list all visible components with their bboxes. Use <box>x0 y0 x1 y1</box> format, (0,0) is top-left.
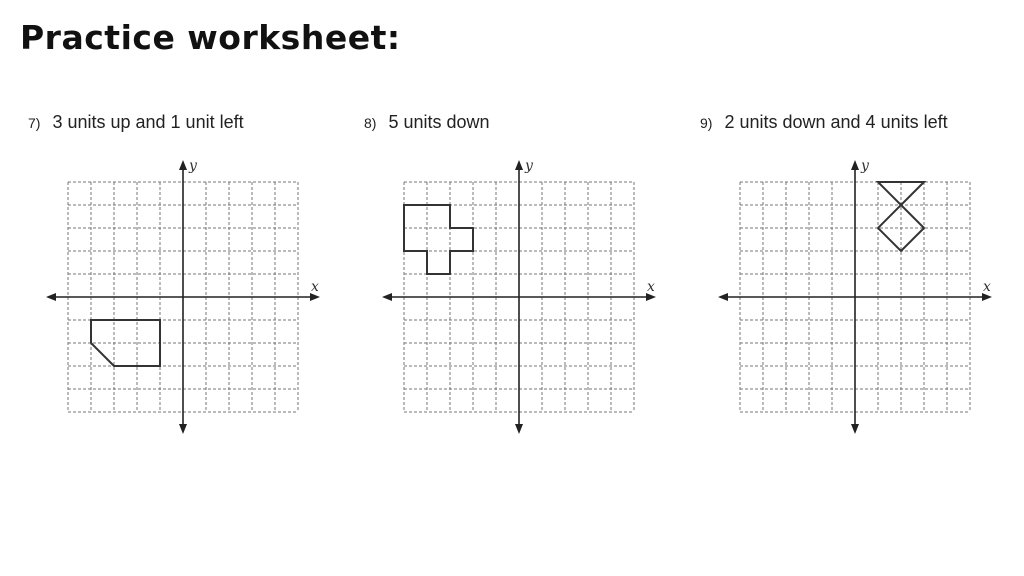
problem-instruction: 2 units down and 4 units left <box>724 112 948 132</box>
x-axis-arrow-left <box>718 293 728 301</box>
problem-number: 9) <box>700 115 713 131</box>
y-axis-arrow-up <box>179 160 187 170</box>
coordinate-grid <box>700 152 1000 452</box>
problem-9 <box>700 112 1020 452</box>
y-axis-arrow-up <box>515 160 523 170</box>
y-axis-arrow-up <box>851 160 859 170</box>
x-axis-label: x <box>983 279 991 295</box>
x-axis-label: x <box>311 279 319 295</box>
y-axis-arrow-down <box>515 424 523 434</box>
problem-label <box>700 112 948 133</box>
x-axis-arrow-left <box>46 293 56 301</box>
problem-label <box>364 112 490 133</box>
coordinate-grid <box>28 152 328 452</box>
problem-7 <box>28 112 348 452</box>
x-axis-label: x <box>647 279 655 295</box>
problem-instruction: 5 units down <box>388 112 490 132</box>
problem-label <box>28 112 244 133</box>
worksheet-title: Practice worksheet: <box>20 18 401 57</box>
problem-number: 8) <box>364 115 377 131</box>
y-axis-label: y <box>189 158 197 174</box>
y-axis-arrow-down <box>851 424 859 434</box>
y-axis-label: y <box>525 158 533 174</box>
problem-instruction: 3 units up and 1 unit left <box>52 112 244 132</box>
figure-shape <box>404 205 473 274</box>
y-axis-label: y <box>861 158 869 174</box>
problem-number: 7) <box>28 115 41 131</box>
problem-8 <box>364 112 684 452</box>
x-axis-arrow-left <box>382 293 392 301</box>
coordinate-grid <box>364 152 664 452</box>
y-axis-arrow-down <box>179 424 187 434</box>
